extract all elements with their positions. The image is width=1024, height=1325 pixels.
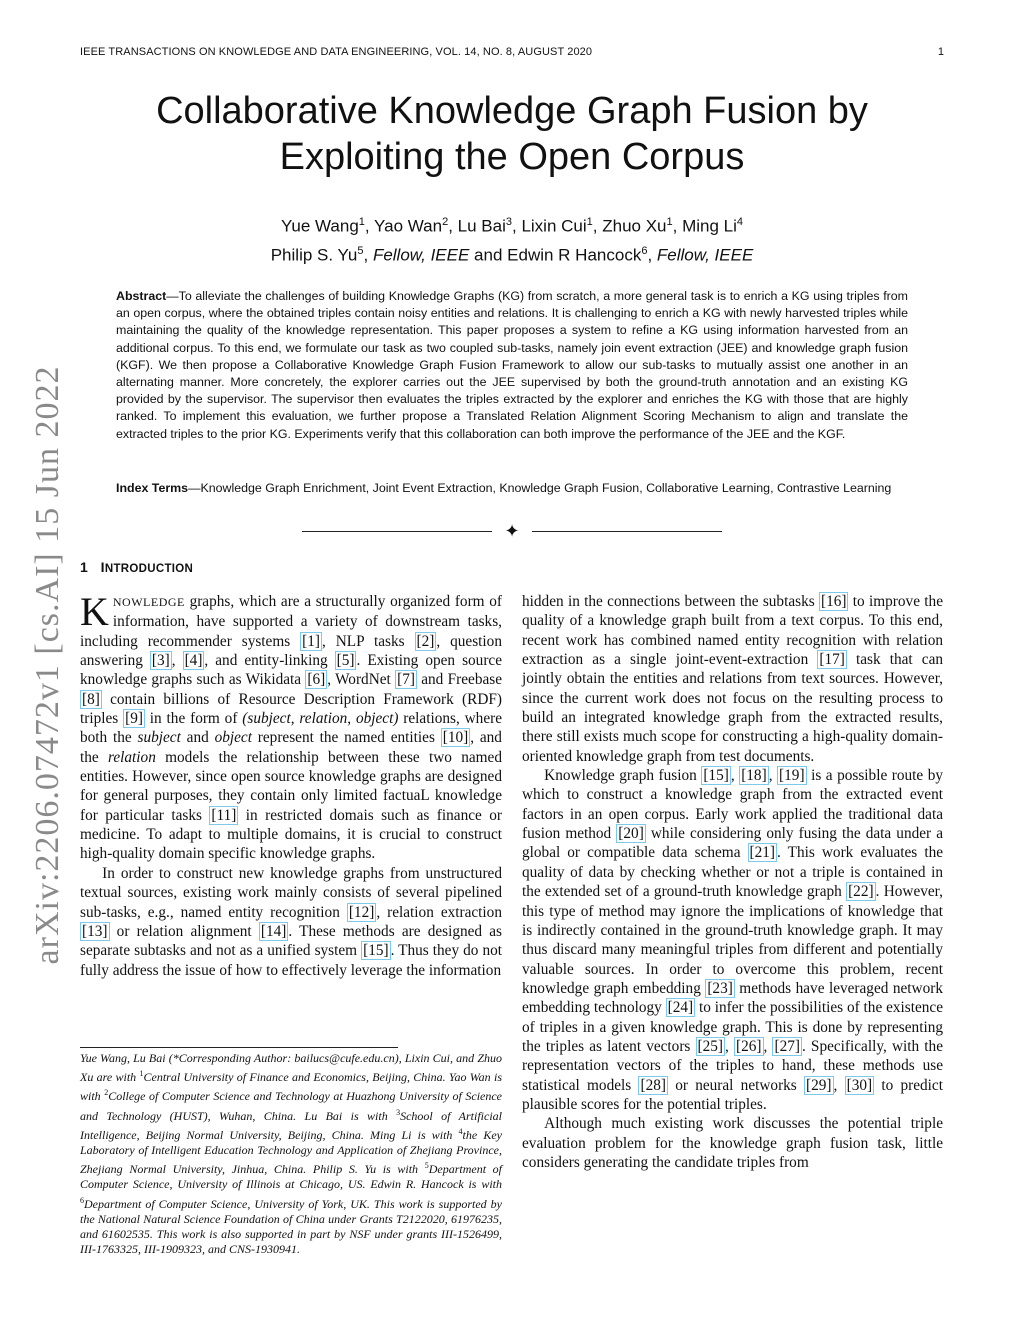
author-line-2: Philip S. Yu$^5$, Fellow, IEEE and Edwin R Hancock$^6$, Fellow, IEEE bbox=[270, 244, 754, 265]
citation-link[interactable]: [4] bbox=[184, 652, 203, 670]
italic-run: object bbox=[214, 729, 252, 747]
text-run: while considering only fusing the data under a global or compatible data schema bbox=[522, 825, 944, 862]
author: Yao Wan bbox=[374, 216, 443, 236]
text-run: is a possible route by which to construct a knowledge graph from the extracted event factors in an open corpus. Early work applied the traditional data fusion method bbox=[522, 767, 944, 843]
citation-link[interactable]: [16] bbox=[820, 593, 847, 610]
italic-run: subject bbox=[137, 729, 181, 747]
section-number: 1 bbox=[80, 559, 89, 575]
text-run: Department of Computer Science, University of Illinois at Chicago, US. Edwin R. Hancock is with bbox=[80, 1162, 503, 1192]
abstract bbox=[116, 288, 908, 443]
text-run: Central University of Finance and Economics, Beijing, China. Yao Wan is with bbox=[80, 1070, 502, 1104]
text-run: , bbox=[833, 1076, 845, 1094]
footnote-rule bbox=[80, 1047, 398, 1048]
text-run: Yue Wang, Lu Bai (*Corresponding Author: bailucs@cufe.edu.cn), Lixin Cui, and Zhuo Xu are with bbox=[80, 1051, 502, 1085]
text-run: and bbox=[180, 729, 215, 747]
affiliation-mark: 2 bbox=[442, 216, 449, 228]
text-run: . Specifically, with the representation vectors of the triples to hand, these methods use statistical models bbox=[522, 1037, 943, 1094]
left-column bbox=[80, 589, 503, 980]
citation-link[interactable]: [26] bbox=[736, 1037, 762, 1055]
text-run: to predict plausible scores for the potential triples. bbox=[522, 1076, 943, 1113]
text-run: to infer the possibilities of the existence of triples in a given knowledge graph. This is done by representing the triples as latent vectors bbox=[522, 999, 943, 1055]
paragraph bbox=[522, 766, 943, 1114]
author: Zhuo Xu bbox=[602, 216, 667, 236]
text-run: methods have leveraged network embedding technology bbox=[522, 979, 943, 1017]
text-run: . Existing open source knowledge graphs such as Wikidata bbox=[80, 652, 502, 689]
citation-link[interactable]: [30] bbox=[846, 1076, 873, 1094]
abstract-label: Abstract bbox=[116, 289, 167, 303]
affiliation-mark: 1 bbox=[358, 216, 365, 228]
citation-link[interactable]: [9] bbox=[125, 710, 143, 728]
index-terms-label: Index Terms bbox=[116, 481, 189, 495]
citation-link[interactable]: [10] bbox=[442, 729, 469, 747]
section-heading bbox=[80, 559, 193, 575]
text-run: In order to construct new knowledge graphs from unstructured textual sources, existing work mainly consists of several pipelined sub-tasks, e.g., named entity recognition bbox=[80, 864, 502, 921]
paragraph bbox=[80, 864, 502, 980]
citation-link[interactable]: [18] bbox=[741, 767, 767, 785]
affiliation-mark: 1 bbox=[586, 216, 593, 228]
text-run: or neural networks bbox=[667, 1076, 805, 1094]
text-run: , and the bbox=[80, 729, 502, 766]
author: Ming Li bbox=[682, 216, 737, 236]
title-line-2: Exploiting the Open Corpus bbox=[279, 136, 745, 178]
citation-link[interactable]: [22] bbox=[848, 883, 874, 901]
text-run: graphs, which are a structurally organized form of information, have supported a variety of downstream tasks, including recommender systems bbox=[80, 593, 502, 650]
citation-link[interactable]: [28] bbox=[640, 1076, 666, 1094]
text-run: , question answering bbox=[80, 632, 502, 670]
fellow-title: Fellow, IEEE bbox=[656, 245, 754, 265]
citation-link[interactable]: [3] bbox=[151, 652, 170, 670]
smallcaps-word: NOWLEDGE bbox=[112, 595, 185, 609]
running-head: IEEE TRANSACTIONS ON KNOWLEDGE AND DATA ENGINEERING, VOL. 14, NO. 8, AUGUST 2020 bbox=[80, 46, 593, 58]
citation-link[interactable]: [7] bbox=[397, 671, 415, 689]
author: Philip S. Yu bbox=[270, 245, 358, 265]
text-run: hidden in the connections between the subtasks bbox=[522, 593, 819, 610]
citation-link[interactable]: [23] bbox=[707, 979, 733, 997]
affiliation-footnote bbox=[80, 1051, 502, 1257]
text-run: , NLP tasks bbox=[321, 632, 415, 650]
paragraph bbox=[80, 589, 503, 864]
citation-link[interactable]: [5] bbox=[336, 652, 355, 670]
affiliation-mark: 4 bbox=[736, 216, 744, 228]
affiliation-mark: 4 bbox=[458, 1126, 463, 1136]
section-divider bbox=[302, 521, 722, 541]
text-run: contain billions of Resource Description Framework (RDF) triples bbox=[80, 690, 502, 728]
text-run: Although much existing work discusses the potential triple evaluation problem for the knowledge graph fusion task, little considers generating the candidate triples from bbox=[522, 1115, 943, 1171]
text-run: College of Computer Science and Technology at Huazhong University of Science and Technology (HUST), Wuhan, China. Lu Bai is with bbox=[80, 1089, 503, 1123]
affiliation-mark: 2 bbox=[104, 1088, 109, 1098]
affiliation-mark: 3 bbox=[396, 1107, 401, 1117]
text-run: relations, where both the bbox=[80, 710, 503, 747]
text-run: and Freebase bbox=[416, 671, 502, 689]
text-run: models the relationship between these two named entities. However, since open source knowledge graphs are designed for general purposes, they contain only limited factuaL knowledge for particular tasks bbox=[80, 748, 502, 824]
text-run: Department of Computer Science, University of York, UK. This work is supported by the National Natural Science Foundation of China under Grants T2122020, 61976235, and 61602535. This work is also supported in part by NSF under grants III-1526499, III-1763325, III-1909323, and CNS-1930941. bbox=[80, 1196, 502, 1257]
citation-link[interactable]: [24] bbox=[667, 999, 694, 1017]
page-number: 1 bbox=[937, 46, 944, 58]
arxiv-stamp: arXiv:2206.07472v1 [cs.AI] 15 Jun 2022 bbox=[29, 365, 66, 965]
citation-link[interactable]: [11] bbox=[211, 806, 237, 824]
title-line-1: Collaborative Knowledge Graph Fusion by bbox=[156, 90, 868, 132]
affiliation-mark: 6 bbox=[641, 244, 648, 257]
text-run: , bbox=[725, 1037, 734, 1055]
text-run: , bbox=[171, 652, 183, 670]
section-first-letter: I bbox=[100, 559, 105, 575]
citation-link[interactable]: [1] bbox=[302, 632, 320, 650]
index-terms-text: —Knowledge Graph Enrichment, Joint Event Extraction, Knowledge Graph Fusion, Collaborative Learning, Contrastive Learning bbox=[188, 481, 892, 495]
author-list bbox=[60, 210, 964, 267]
divider-line-right bbox=[532, 531, 722, 532]
text-run: , WordNet bbox=[327, 671, 396, 689]
text-run: the Key Laboratory of Intelligent Education Technology and Application of Zhejiang Province, Zhejiang Normal University, Jinhua, China. Philip S. Yu is with bbox=[80, 1127, 502, 1177]
author-line-1: Yue Wang$^1$, Yao Wan$^2$, Lu Bai$^3$, Lixin Cui$^1$, Zhuo Xu$^1$, Ming Li$^4$ bbox=[280, 216, 744, 236]
citation-link[interactable]: [17] bbox=[819, 651, 845, 669]
text-run: School of Artificial Intelligence, Beijing Normal University, Beijing, China. Ming Li is with bbox=[80, 1108, 503, 1142]
italic-run: relation bbox=[107, 748, 156, 766]
citation-link[interactable]: [15] bbox=[363, 942, 389, 960]
text-run: , bbox=[763, 1037, 773, 1055]
text-run: . These methods are designed as separate subtasks and not as a unified system bbox=[80, 922, 502, 960]
text-run: in restricted domais such as finance or medicine. To adapt to multiple domains, it is crucial to construct high-quality domain specific knowledge graphs. bbox=[80, 806, 502, 863]
italic-run: (subject, relation, object) bbox=[242, 710, 399, 728]
citation-link[interactable]: [2] bbox=[416, 632, 435, 650]
text-run: . This work evaluates the quality of data by checking whether or not a triple is contained in the extended set of a ground-truth knowledge graph bbox=[522, 844, 944, 901]
text-run: . However, this type of method may ignore the implications of knowledge that is indirectly contained in the ground-truth knowledge graph. It may thus discard many meaningful triples from different and potentially valuable sources. In order to overcome this problem, recent knowledge graph embedding bbox=[522, 883, 943, 997]
fellow-title: Fellow, IEEE bbox=[372, 245, 470, 265]
paragraph bbox=[522, 1114, 943, 1172]
citation-link[interactable]: [19] bbox=[779, 767, 805, 785]
text-run: , bbox=[730, 767, 740, 785]
citation-link[interactable]: [6] bbox=[307, 671, 326, 689]
affiliation-mark: 1 bbox=[139, 1069, 144, 1079]
affiliation-mark: 6 bbox=[80, 1195, 84, 1205]
citation-link[interactable]: [14] bbox=[260, 922, 287, 940]
section-title-rest: NTRODUCTION bbox=[104, 563, 194, 575]
text-run: . Thus they do not fully address the issue of how to effectively leverage the information bbox=[80, 942, 502, 979]
index-terms bbox=[116, 480, 908, 497]
citation-link[interactable]: [12] bbox=[348, 903, 375, 921]
abstract-text: —To alleviate the challenges of building Knowledge Graphs (KG) from scratch, a more general task is to enrich a KG using triples from an open corpus, where the obtained triples contain noisy entities and relations. It is challenging to enrich a KG with newly harvested triples while maintaining the quality of the knowledge representation. This paper proposes a system to refine a KG using information harvested from an additional corpus. To this end, we formulate our task as two coupled sub-tasks, namely join event extraction (JEE) and knowledge graph fusion (KGF). We then propose a Collaborative Knowledge Graph Fusion Framework to allow our sub-tasks to mutually assist one another in an alternating manner. More concretely, the explorer carries out the JEE supervised by both the ground-truth annotation and an existing KG provided by the supervisor. The supervisor then evaluates the triples extracted by the explorer and enriches the KG with those that are highly ranked. To implement this evaluation, we further propose a Translated Relation Alignment Scoring Mechanism to align and translate the extracted triples to the prior KG. Experiments verify that this collaboration can both improve the performance of the JEE and the KGF. bbox=[116, 289, 908, 441]
divider-line-left bbox=[302, 531, 492, 532]
text-run: task that can jointly obtain the entities and relations from text sources. However, since the current work does not focus on the resulting process to build an integrated knowledge graph from the extracted results, there still exists much scope for constructing a high-quality domain-oriented knowledge graph from test documents. bbox=[522, 651, 944, 765]
citation-link[interactable]: [20] bbox=[618, 825, 644, 843]
paragraph bbox=[522, 592, 943, 766]
text-run: , bbox=[768, 767, 778, 785]
text-run: in the form of bbox=[144, 710, 243, 728]
citation-link[interactable]: [25] bbox=[697, 1037, 724, 1055]
author: Yue Wang bbox=[280, 216, 359, 236]
citation-link[interactable]: [13] bbox=[82, 922, 108, 940]
right-column bbox=[522, 592, 943, 1172]
affiliation-mark: 5 bbox=[357, 244, 364, 257]
citation-link[interactable]: [27] bbox=[774, 1037, 800, 1055]
affiliation-mark: 5 bbox=[424, 1161, 429, 1171]
divider-star-icon: ✦ bbox=[504, 521, 520, 541]
author-conjunction: and bbox=[474, 245, 503, 265]
text-run: to improve the quality of a knowledge graph built from a text corpus. To this end, recent work has combined named entity recognition with relation extraction as a single joint-event-extraction bbox=[522, 593, 943, 669]
citation-link[interactable]: [8] bbox=[82, 690, 100, 708]
text-run: , relation extraction bbox=[376, 903, 502, 921]
author: Lixin Cui bbox=[521, 216, 587, 236]
affiliation-mark: 3 bbox=[505, 216, 512, 228]
author: Edwin R Hancock bbox=[507, 245, 642, 265]
citation-link[interactable]: [21] bbox=[749, 844, 776, 862]
citation-link[interactable]: [15] bbox=[703, 767, 729, 785]
text-run: represent the named entities bbox=[251, 729, 441, 747]
text-run: or relation alignment bbox=[109, 922, 259, 940]
text-run: , and entity-linking bbox=[204, 652, 335, 670]
affiliation-mark: 1 bbox=[666, 216, 673, 228]
paper-title bbox=[60, 88, 964, 180]
text-run: Knowledge graph fusion bbox=[544, 767, 702, 785]
author: Lu Bai bbox=[457, 216, 506, 236]
drop-cap: K bbox=[80, 589, 109, 634]
citation-link[interactable]: [29] bbox=[806, 1076, 832, 1094]
